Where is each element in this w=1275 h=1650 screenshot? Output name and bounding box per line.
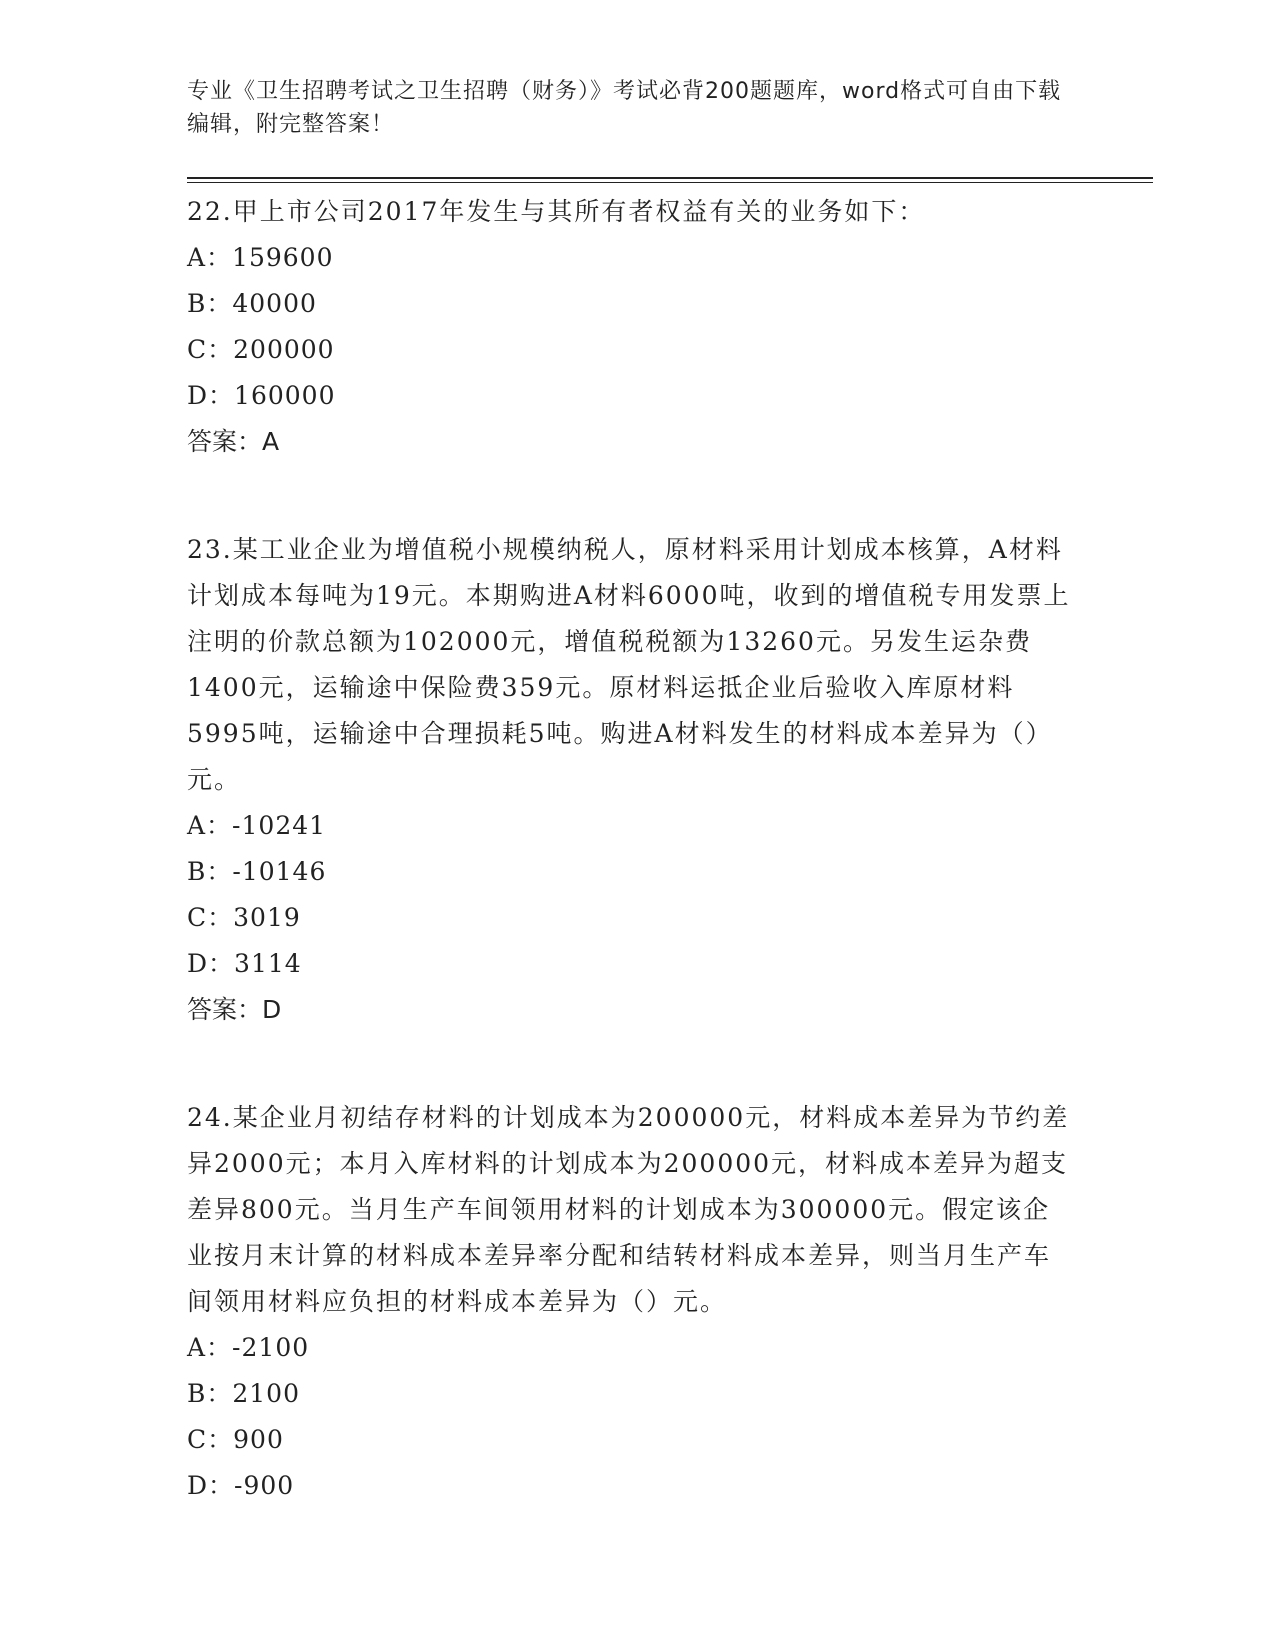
option-c: C：900 [187,1425,284,1454]
question-stem: 22.甲上市公司2017年发生与其所有者权益有关的业务如下： [187,197,926,226]
question-23 [187,527,1077,1033]
option-b: B：2100 [187,1379,300,1408]
header-divider-thin [187,182,1153,183]
option-c: C：3019 [187,903,301,932]
option-b: B：40000 [187,289,317,318]
question-stem: 24.某企业月初结存材料的计划成本为200000元，材料成本差异为节约差异2000元；本月入库材料的计划成本为200000元，材料成本差异为超支差异800元。当月生产车间领用材料的计划成本为300000元。假定该企业按月末计算的材料成本差异率分配和结转材料成本差异，则当月生产车间领用材料应负担的材料成本差异为（）元。 [187,1103,1070,1316]
option-d: D：-900 [187,1471,295,1500]
header-divider-thick [187,177,1153,179]
option-b: B：-10146 [187,857,327,886]
answer-line: 答案：D [187,995,282,1024]
option-d: D：3114 [187,949,302,978]
question-spacer [187,465,1077,527]
question-24 [187,1095,1077,1509]
question-stem: 23.某工业企业为增值税小规模纳税人，原材料采用计划成本核算，A材料计划成本每吨为19元。本期购进A材料6000吨，收到的增值税专用发票上注明的价款总额为102000元，增值税税额为13260元。另发生运杂费1400元，运输途中保险费359元。原材料运抵企业后验收入库原材料5995吨，运输途中合理损耗5吨。购进A材料发生的材料成本差异为（）元。 [187,535,1071,794]
question-list [187,189,1077,1509]
option-c: C：200000 [187,335,335,364]
question-22 [187,189,1077,465]
answer-line: 答案：A [187,427,280,456]
option-a: A：-10241 [187,811,327,840]
question-spacer [187,1033,1077,1095]
option-a: A：159600 [187,243,334,272]
option-d: D：160000 [187,381,336,410]
option-a: A：-2100 [187,1333,310,1362]
document-header: 专业《卫生招聘考试之卫生招聘（财务）》考试必背200题题库，word格式可自由下载编辑，附完整答案！ [187,79,1062,137]
